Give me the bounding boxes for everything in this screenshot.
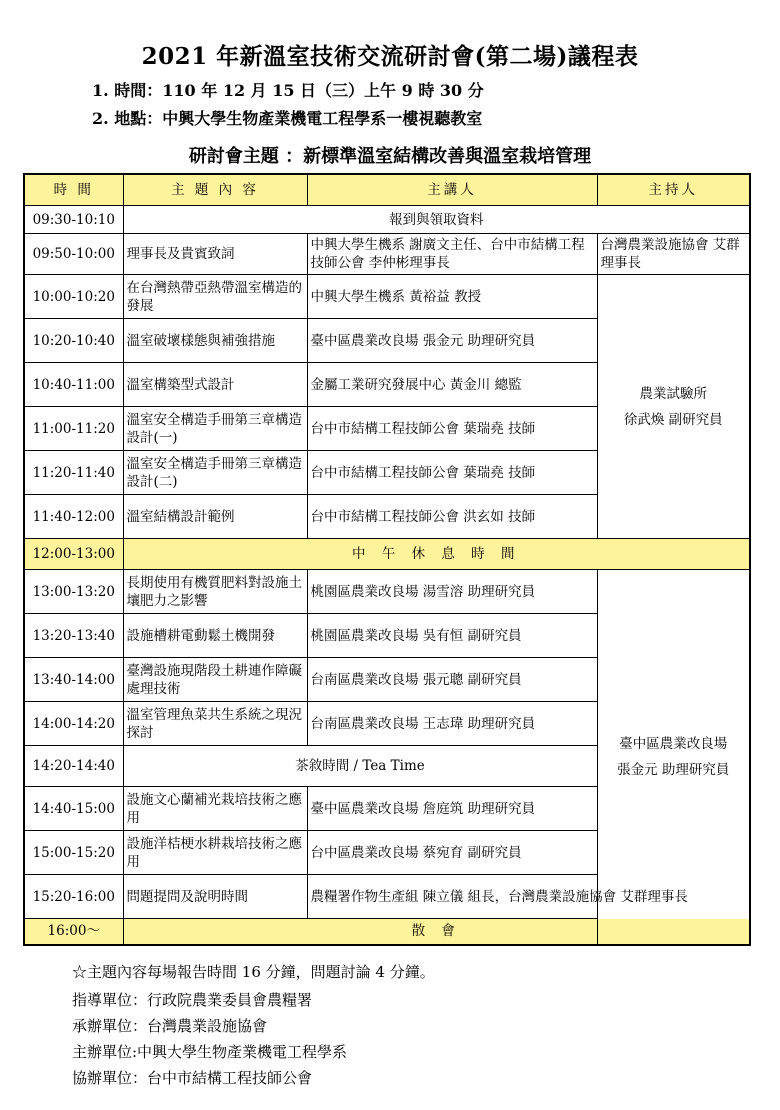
table-row-lunch xyxy=(24,539,750,570)
col-header-topic: 主 題 內 容 xyxy=(123,174,307,206)
host-unit: 主辦單位:中興大學生物產業機電工程學系 xyxy=(72,1043,348,1061)
co-organizer-unit: 協辦單位：台中市結構工程技師公會 xyxy=(72,1069,313,1087)
row-time: 12:00-13:00 xyxy=(24,539,123,570)
row-speaker: 中興大學生機系 謝廣文主任、台中市結構工程技師公會 李仲彬理事長 xyxy=(307,234,597,275)
table-row-end xyxy=(24,919,750,945)
host-afternoon-person: 張金元 助理研究員 xyxy=(617,761,730,778)
table-header-row xyxy=(24,174,750,206)
row-time: 15:00-15:20 xyxy=(24,831,123,875)
row-topic: 溫室安全構造手冊第三章構造設計(一) xyxy=(123,407,307,451)
row-speaker: 臺中區農業改良場 張金元 助理研究員 xyxy=(307,319,597,363)
row-speaker: 中興大學生機系 黃裕益 教授 xyxy=(307,275,597,319)
row-speaker: 台中市結構工程技師公會 葉瑞堯 技師 xyxy=(307,451,597,495)
row-topic: 長期使用有機質肥料對設施土壤肥力之影響 xyxy=(123,570,307,614)
row-time: 10:20-10:40 xyxy=(24,319,123,363)
row-topic: 臺灣設施現階段土耕連作障礙處理技術 xyxy=(123,658,307,702)
host-afternoon-org: 臺中區農業改良場 xyxy=(619,735,728,752)
host-opening: 台灣農業設施協會 艾群 理事長 xyxy=(597,234,750,275)
row-time: 13:20-13:40 xyxy=(24,614,123,658)
organizer-unit: 承辦單位：台灣農業設施協會 xyxy=(72,1017,268,1035)
row-time: 14:40-15:00 xyxy=(24,787,123,831)
row-time: 09:50-10:00 xyxy=(24,234,123,275)
merged-row-text: 中 午 休 息 時 間 xyxy=(123,539,750,570)
merged-row-text: 報到與領取資料 xyxy=(123,206,750,234)
table-row xyxy=(24,234,750,275)
row-topic: 設施槽耕電動鬆土機開發 xyxy=(123,614,307,658)
row-time: 11:00-11:20 xyxy=(24,407,123,451)
row-topic: 溫室結構設計範例 xyxy=(123,495,307,539)
row-topic: 溫室安全構造手冊第三章構造設計(二) xyxy=(123,451,307,495)
row-speaker: 農糧署作物生產組 陳立儀 組長，台灣農業設施協會 艾群理事長 xyxy=(307,875,750,919)
table-row xyxy=(24,875,750,919)
row-topic: 溫室構築型式設計 xyxy=(123,363,307,407)
row-speaker: 台南區農業改良場 王志瑋 助理研究員 xyxy=(307,702,597,746)
row-speaker: 金屬工業研究發展中心 黃金川 總監 xyxy=(307,363,597,407)
row-topic: 在台灣熱帶亞熱帶溫室構造的發展 xyxy=(123,275,307,319)
row-time: 13:00-13:20 xyxy=(24,570,123,614)
row-speaker: 台南區農業改良場 張元聰 副研究員 xyxy=(307,658,597,702)
merged-row-text: 散 會 xyxy=(123,919,750,945)
table-row xyxy=(24,206,750,234)
row-time: 14:20-14:40 xyxy=(24,746,123,787)
host-morning-person: 徐武煥 副研究員 xyxy=(623,411,723,428)
row-topic: 溫室破壞樣態與補強措施 xyxy=(123,319,307,363)
host-morning xyxy=(597,275,750,539)
event-time: 1. 時間：110 年 12 月 15 日（三）上午 9 時 30 分 xyxy=(92,81,484,100)
row-topic: 問題提問及說明時間 xyxy=(123,875,307,919)
row-speaker: 桃園區農業改良場 吳有恒 副研究員 xyxy=(307,614,597,658)
row-time: 13:40-14:00 xyxy=(24,658,123,702)
row-speaker: 桃園區農業改良場 湯雪溶 助理研究員 xyxy=(307,570,597,614)
row-time: 09:30-10:10 xyxy=(24,206,123,234)
table-row xyxy=(24,275,750,319)
row-time: 16:00～ xyxy=(24,919,123,945)
guidance-unit: 指導單位：行政院農業委員會農糧署 xyxy=(72,991,313,1009)
row-topic: 溫室管理魚菜共生系統之現況探討 xyxy=(123,702,307,746)
row-time: 10:40-11:00 xyxy=(24,363,123,407)
row-topic: 理事長及貴賓致詞 xyxy=(123,234,307,275)
row-time: 14:00-14:20 xyxy=(24,702,123,746)
col-header-speaker: 主講人 xyxy=(307,174,597,206)
merged-row-text: 茶敘時間 / Tea Time xyxy=(123,746,597,787)
row-topic: 設施文心蘭補光栽培技術之應用 xyxy=(123,787,307,831)
row-topic: 設施洋桔梗水耕栽培技術之應用 xyxy=(123,831,307,875)
row-speaker: 台中市結構工程技師公會 洪玄如 技師 xyxy=(307,495,597,539)
col-header-host: 主持人 xyxy=(597,174,750,206)
row-time: 15:20-16:00 xyxy=(24,875,123,919)
table-row xyxy=(24,570,750,614)
host-morning-org: 農業試驗所 xyxy=(639,385,707,402)
row-speaker: 臺中區農業改良場 詹庭筑 助理研究員 xyxy=(307,787,597,831)
schedule-note: ☆主題內容每場報告時間 16 分鐘，問題討論 4 分鐘。 xyxy=(72,963,435,981)
row-speaker: 台中市結構工程技師公會 葉瑞堯 技師 xyxy=(307,407,597,451)
row-time: 11:20-11:40 xyxy=(24,451,123,495)
page-title: 2021 年新溫室技術交流研討會(第二場)議程表 xyxy=(141,43,639,70)
event-location: 2. 地點：中興大學生物產業機電工程學系一樓視聽教室 xyxy=(92,109,483,128)
seminar-theme: 研討會主題 ：新標準溫室結構改善與溫室栽培管理 xyxy=(188,146,592,167)
row-time: 11:40-12:00 xyxy=(24,495,123,539)
col-header-time: 時 間 xyxy=(24,174,123,206)
row-time: 10:00-10:20 xyxy=(24,275,123,319)
agenda-table xyxy=(23,173,751,946)
row-speaker: 台中區農業改良場 蔡宛育 副研究員 xyxy=(307,831,597,875)
